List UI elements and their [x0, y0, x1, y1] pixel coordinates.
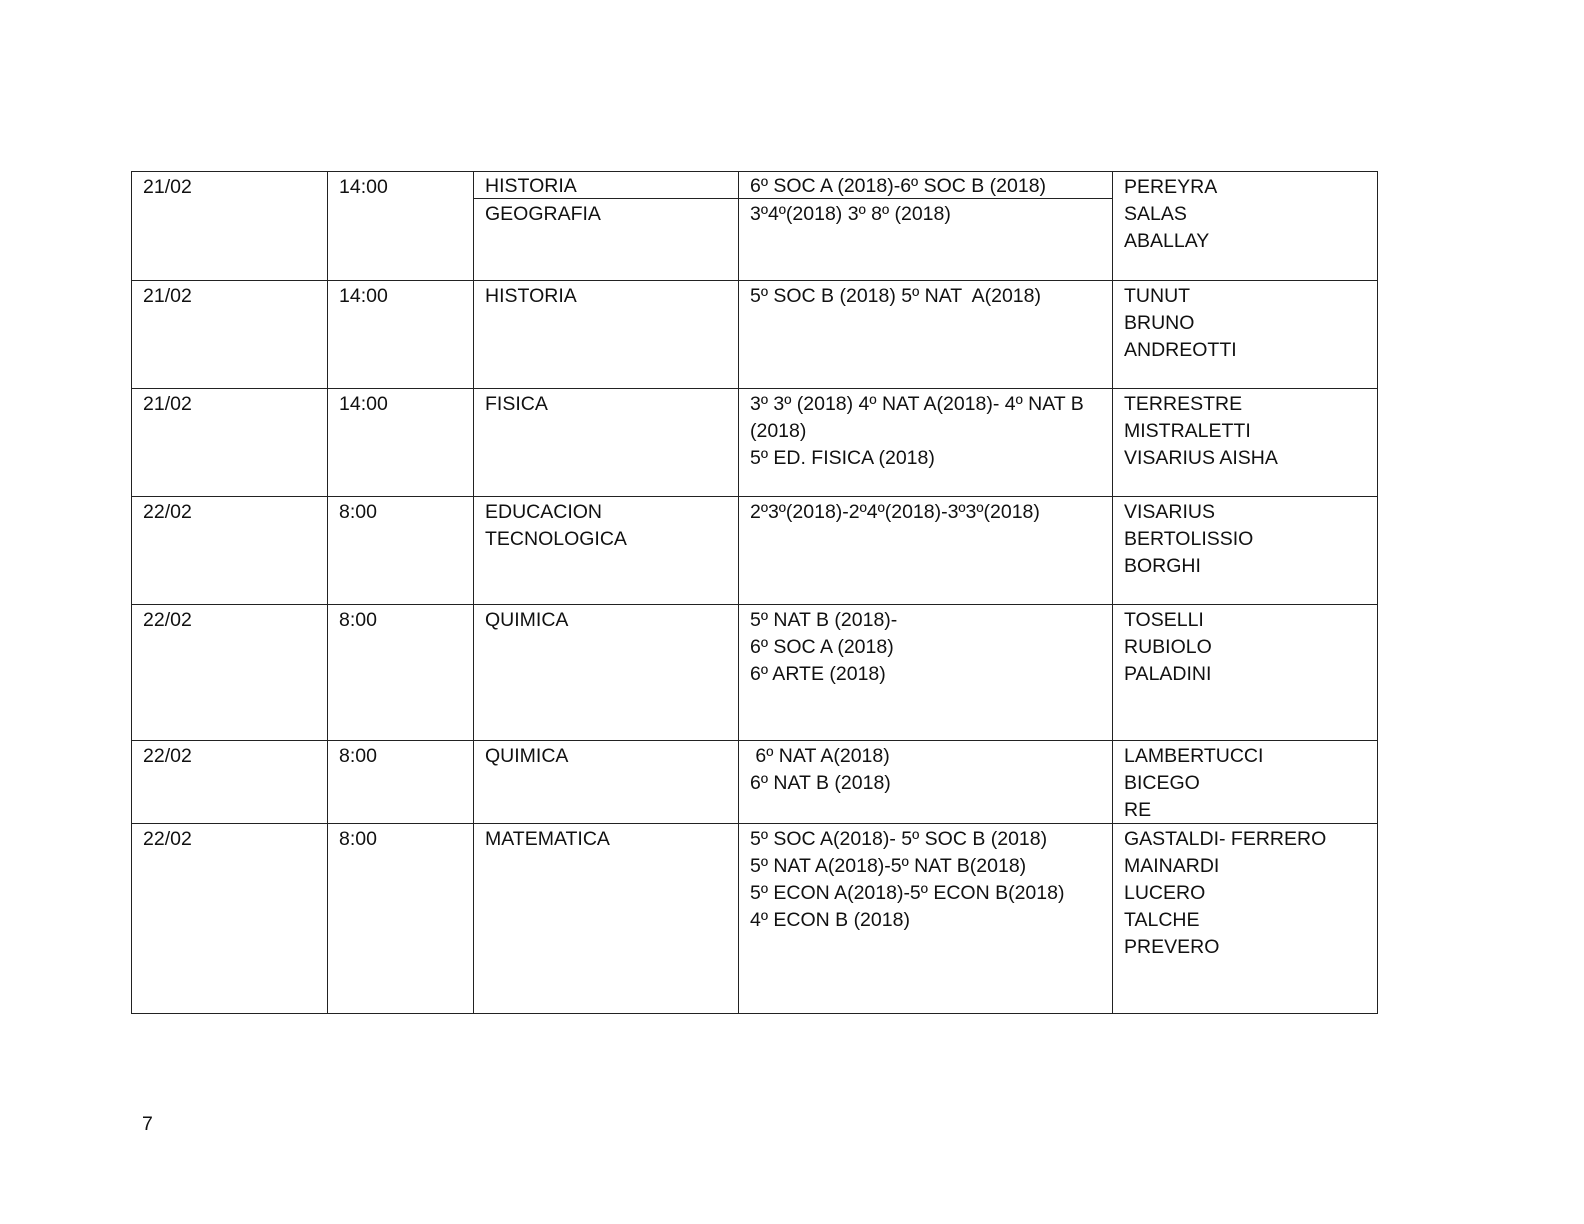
teacher-name: VISARIUS: [1124, 501, 1216, 523]
teachers-cell: [1113, 741, 1378, 824]
teachers-cell: [1113, 497, 1378, 605]
course-line: 6º ARTE (2018): [750, 662, 886, 685]
subject-line: QUIMICA: [485, 745, 569, 767]
teacher-name: LAMBERTUCCI: [1124, 745, 1264, 767]
subject-line: GEOGRAFIA: [485, 203, 601, 225]
courses-cell: [739, 824, 1113, 1014]
course-line: 3º4º(2018) 3º 8º (2018): [750, 203, 951, 225]
teacher-name: TUNUT: [1124, 285, 1191, 307]
teacher-name: MISTRALETTI: [1124, 419, 1251, 442]
teacher-name: BERTOLISSIO: [1124, 527, 1254, 550]
course-line: 5º SOC A(2018)- 5º SOC B (2018): [750, 828, 1048, 851]
time-cell: 14:00: [328, 172, 474, 281]
table-row: [132, 172, 1378, 281]
courses-cell: [739, 605, 1113, 741]
course-line: 6º NAT B (2018): [750, 771, 891, 794]
teachers-cell: [1113, 605, 1378, 741]
teacher-name: SALAS: [1124, 202, 1187, 225]
date-cell: 21/02: [132, 281, 328, 389]
table-row: [132, 281, 1378, 389]
date-cell: 22/02: [132, 605, 328, 741]
table-row: [132, 605, 1378, 741]
teacher-name: PALADINI: [1124, 662, 1212, 685]
teachers-cell: [1113, 281, 1378, 389]
subject-line: MATEMATICA: [485, 828, 610, 851]
time-cell: 8:00: [328, 497, 474, 605]
subject-line: FISICA: [485, 393, 548, 415]
subject-line: EDUCACION: [485, 501, 603, 523]
time-cell: 8:00: [328, 605, 474, 741]
time-cell: 14:00: [328, 389, 474, 497]
teachers-cell: [1113, 824, 1378, 1014]
exam-schedule-table: [131, 171, 1378, 1014]
course-line: 6º NAT A(2018): [750, 745, 890, 767]
teacher-name: PEREYRA: [1124, 176, 1218, 198]
subject-cell: [474, 741, 739, 824]
course-line: 5º ED. FISICA (2018): [750, 446, 935, 469]
course-line: 5º NAT A(2018)-5º NAT B(2018): [750, 855, 1027, 878]
course-line: 5º SOC B (2018) 5º NAT A(2018): [750, 285, 1041, 307]
course-line: 5º NAT B (2018)-: [750, 609, 898, 631]
subject-cell: [474, 281, 739, 389]
course-line: 5º ECON A(2018)-5º ECON B(2018): [750, 881, 1065, 904]
table-row: [132, 824, 1378, 1014]
time-cell: 8:00: [328, 824, 474, 1014]
teachers-cell: [1113, 389, 1378, 497]
teacher-name: VISARIUS AISHA: [1124, 446, 1278, 469]
teacher-name: RUBIOLO: [1124, 635, 1212, 658]
table-row: [132, 389, 1378, 497]
course-line: 6º SOC A (2018)-6º SOC B (2018): [750, 175, 1047, 197]
teacher-name: PREVERO: [1124, 935, 1220, 958]
teacher-name: RE: [1124, 798, 1152, 821]
courses-cell: [739, 172, 1113, 281]
teacher-name: GASTALDI- FERRERO: [1124, 828, 1327, 851]
teacher-name: LUCERO: [1124, 881, 1206, 904]
subject-line: TECNOLOGICA: [485, 527, 627, 550]
course-line: 2º3º(2018)-2º4º(2018)-3º3º(2018): [750, 501, 1040, 523]
date-cell: 22/02: [132, 741, 328, 824]
course-line: 3º 3º (2018) 4º NAT A(2018)- 4º NAT B: [750, 393, 1084, 415]
course-line: (2018): [750, 419, 807, 442]
date-cell: 21/02: [132, 172, 328, 281]
teachers-cell: [1113, 172, 1378, 281]
subject-line: QUIMICA: [485, 609, 569, 631]
date-cell: 21/02: [132, 389, 328, 497]
teacher-name: BICEGO: [1124, 771, 1200, 794]
subject-line: HISTORIA: [485, 285, 577, 307]
course-line: 4º ECON B (2018): [750, 908, 910, 931]
date-cell: 22/02: [132, 497, 328, 605]
subject-cell: [474, 497, 739, 605]
subject-cell: [474, 605, 739, 741]
teacher-name: MAINARDI: [1124, 855, 1220, 878]
teacher-name: TOSELLI: [1124, 609, 1204, 631]
teacher-name: ANDREOTTI: [1124, 338, 1237, 361]
courses-cell: [739, 497, 1113, 605]
subject-cell: [474, 824, 739, 1014]
teacher-name: TERRESTRE: [1124, 393, 1243, 415]
courses-cell: [739, 741, 1113, 824]
time-cell: 8:00: [328, 741, 474, 824]
courses-cell: [739, 389, 1113, 497]
page-number: 7: [142, 1113, 153, 1135]
subject-line: HISTORIA: [485, 175, 577, 197]
date-cell: 22/02: [132, 824, 328, 1014]
table-row: [132, 741, 1378, 824]
teacher-name: BORGHI: [1124, 554, 1201, 577]
time-cell: 14:00: [328, 281, 474, 389]
subject-cell: [474, 172, 739, 281]
course-line: 6º SOC A (2018): [750, 635, 894, 658]
teacher-name: BRUNO: [1124, 311, 1195, 334]
teacher-name: ABALLAY: [1124, 229, 1210, 252]
courses-cell: [739, 281, 1113, 389]
teacher-name: TALCHE: [1124, 908, 1200, 931]
subject-cell: [474, 389, 739, 497]
table-row: [132, 497, 1378, 605]
